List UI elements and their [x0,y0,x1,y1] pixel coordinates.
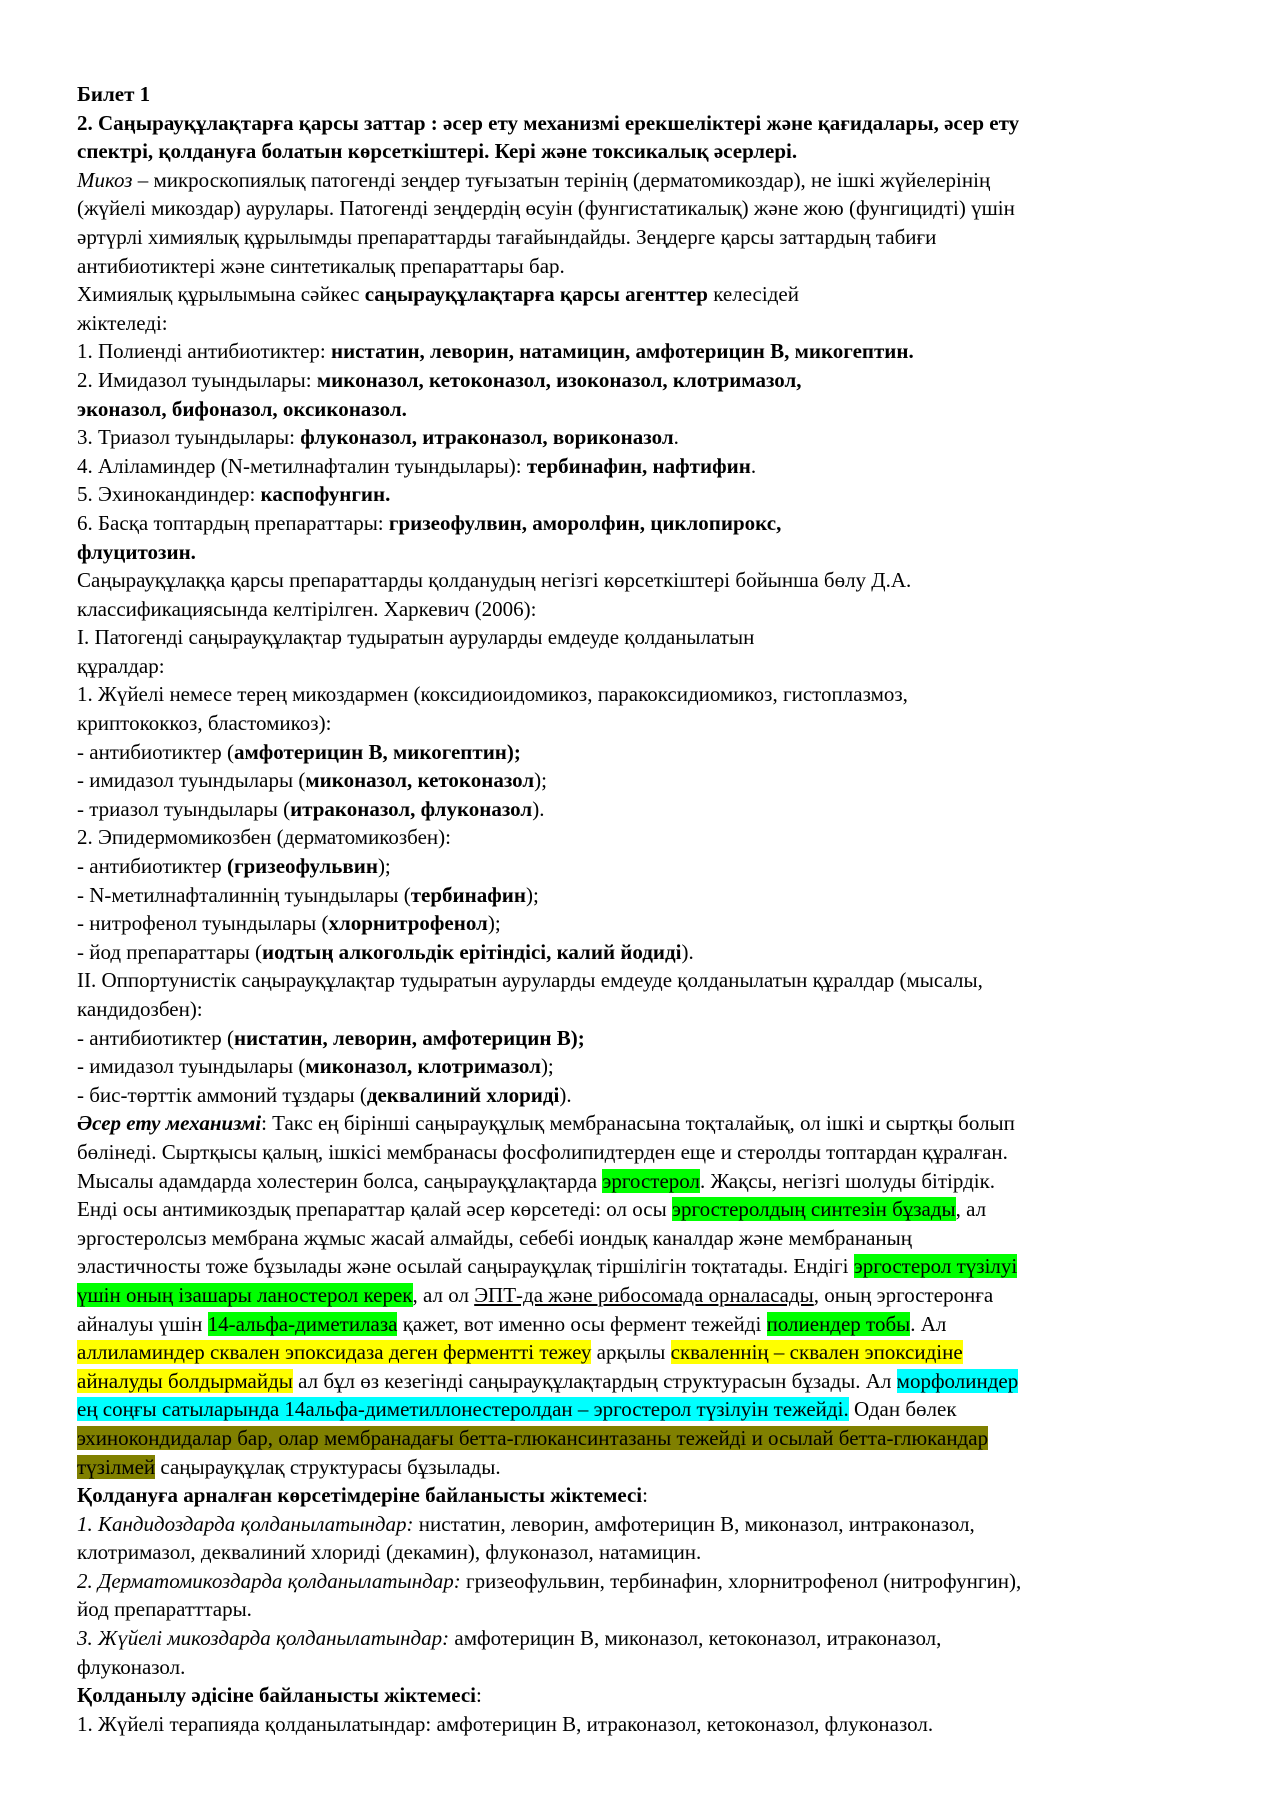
text-run: - бис-төрттік аммоний тұздары ( [77,1082,367,1107]
text-run: Химиялық құрылымына сәйкес [77,282,365,307]
text-run: , оның эргостеронға [813,1282,994,1307]
text-line [77,595,1212,624]
text-run: - антибиотиктер ( [77,1025,234,1050]
text-line [77,1453,1212,1482]
text-run: хлорнитрофенол [328,911,488,936]
text-line [77,1252,1212,1281]
text-run: ). [532,796,545,821]
text-line [77,1710,1212,1739]
text-run: ); [534,768,547,793]
text-run: - йод препараттары ( [77,939,262,964]
text-run: каспофунгин. [260,482,391,507]
text-run: 2. Имидазол туындылары: [77,367,317,392]
text-run: криптококкоз, бластомикоз): [77,711,332,736]
text-line [77,80,1212,109]
text-run: скваленнің – сквален эпоксидіне [670,1340,963,1365]
text-run: : [475,1683,482,1708]
text-run: 2. Саңырауқұлақтарға қарсы заттар : әсер ету механизмі ерекшеліктері және қағидалары, әсер ету [77,110,1020,135]
text-run: , ал ол [412,1282,475,1307]
text-run: . [673,425,679,450]
text-run: 14-альфа-диметилаза [207,1311,398,1336]
text-run: - триазол туындылары ( [77,796,291,821]
text-run: нистатин, леворин, натамицин, амфотерицин В, микогептин. [330,339,914,364]
text-run: - антибиотиктер [77,854,227,879]
text-run: түзілмей [77,1454,156,1479]
text-run: үшін оның ізашары ланостерол керек [77,1282,413,1307]
text-line [77,823,1212,852]
text-run: Билет 1 [77,82,151,106]
text-line [77,709,1212,738]
text-run: 4. Аліламиндер (N-метилнафталин туындылары): [77,453,527,478]
text-run: айналуы үшін [77,1311,208,1336]
text-run: кандидозбен): [77,997,203,1021]
text-line [77,881,1212,910]
text-line [77,766,1212,795]
text-run: саңырауқұлақтарға қарсы агенттер [364,282,708,307]
text-line [77,1624,1212,1653]
text-run: эргостеролсыз мембрана жұмыс жасай алмайды, себебі иондық каналдар және мембрананың [77,1225,913,1250]
text-run: ). [559,1082,572,1107]
text-run: қажет, вот именно осы фермент тежейді [397,1311,767,1336]
text-line [77,1167,1212,1196]
text-line [77,795,1212,824]
text-run: эластичносты тоже бұзылады және осылай саңырауқұлақ тіршілігін тоқтатады. Ендігі [77,1254,854,1279]
text-line [77,166,1212,195]
text-line [77,1681,1212,1710]
text-run: жіктеледі: [77,310,168,335]
text-line [77,1024,1212,1053]
text-run: 6. Басқа топтардың препараттары: [77,510,389,535]
text-line [77,1224,1212,1253]
text-line [77,1424,1212,1453]
text-run: эргостерол түзілуі [853,1254,1018,1279]
text-run: ең соңғы сатыларында 14альфа-диметиллонестеролдан – эргостерол түзілуін тежейді. [77,1397,849,1422]
text-run: антибиотиктері және синтетикалық препараттары бар. [77,253,565,278]
text-run: деквалиний хлориді [366,1082,560,1107]
text-run: эргостеролдың синтезін бұзады [671,1197,956,1222]
text-run: полиендер тобы [766,1311,911,1336]
text-run: гризеофулвин, аморолфин, циклопирокс, [388,510,782,535]
text-line [77,1367,1212,1396]
text-run: тербинафин, нафтифин [526,453,751,478]
text-run: бөлінеді. Сыртқысы қалың, ішкісі мембранасы фосфолипидтерден еще и стеролды топтардан құралған. [77,1139,1008,1164]
text-run: - антибиотиктер ( [77,739,234,764]
text-run: саңырауқұлақ структурасы бұзылады. [155,1454,501,1479]
text-run: ЭПТ-да және рибосомада орналасады [474,1282,814,1307]
text-line [77,738,1212,767]
text-line [77,1481,1212,1510]
text-line [77,995,1212,1024]
text-run: II. Оппортунистік саңырауқұлақтар тудыратын ауруларды емдеуде қолданылатын құралдар (мысалы, [77,968,983,993]
text-run: эргостерол [602,1168,700,1193]
text-run: флуцитозин. [77,539,196,564]
text-line [77,1138,1212,1167]
text-run: келесідей [707,282,799,307]
text-line [77,509,1212,538]
text-run: әртүрлі химиялық құрылымды препараттарды тағайындайды. Зеңдерге қарсы заттардың табиғи [77,224,937,249]
text-line [77,1538,1212,1567]
text-line [77,680,1212,709]
text-run: айналуды болдырмайды [77,1368,293,1393]
text-run: нистатин, леворин, амфотерицин В); [233,1025,585,1050]
text-run: - нитрофенол туындылары ( [77,911,329,936]
text-run: 3. Жүйелі микоздарда қолданылатындар: [77,1626,450,1651]
text-run: . Ал [910,1311,947,1336]
text-run: эконазол, бифоназол, оксиконазол. [77,396,407,421]
document-page [77,80,1212,1738]
text-run: (жүйелі микоздар) аурулары. Патогенді зеңдердің өсуін (фунгистатикалық) және жою (фунгицидті) үшін [77,196,1015,221]
text-run: гризеофульвин, тербинафин, хлорнитрофенол (нитрофунгин), [460,1568,1022,1593]
text-run: - имидазол туындылары ( [77,1054,306,1079]
text-run: ); [525,882,539,907]
text-run: . [750,453,757,478]
text-line [77,280,1212,309]
text-run: 1. Полиенді антибиотиктер: [77,339,331,364]
text-run: ); [377,854,391,879]
text-line [77,852,1212,881]
text-run: 5. Эхинокандиндер: [77,482,261,507]
text-run: Әсер ету механизмі [77,1111,262,1136]
text-run: йод препаратттары. [77,1597,252,1622]
text-run: (гризеофульвин [226,854,378,879]
text-line [77,1567,1212,1596]
text-line [77,1510,1212,1539]
text-line [77,1310,1212,1339]
text-line [77,452,1212,481]
text-run: амфотерицин В, микогептин); [233,739,521,764]
text-line [77,137,1212,166]
text-run: тербинафин [410,882,526,907]
text-run: 1. Кандидоздарда қолданылатындар: [77,1511,414,1536]
text-run: Микоз [77,167,133,192]
text-line [77,538,1212,567]
text-run: арқылы [591,1340,671,1365]
text-line [77,1338,1212,1367]
text-line [77,1052,1212,1081]
text-line [77,1281,1212,1310]
text-run: Саңырауқұлаққа қарсы препараттарды қолданудың негізгі көрсеткіштері бойынша бөлу Д.А. [77,568,912,593]
text-run: эхинокондидалар бар, олар мембранадағы бетта-глюкансинтазаны тежейді и осылай бетта-глюкандар [77,1425,989,1450]
text-run: . Жақсы, негізгі шолуды бітірдік. [699,1168,996,1193]
text-run: ал бұл өз кезегінді саңырауқұлақтардың структурасын бұзады. Ал [292,1368,897,1393]
text-line [77,480,1212,509]
text-run: : [642,1483,648,1508]
text-run: Қолдануға арналған көрсетімдеріне байланысты жіктемесі [77,1483,643,1508]
text-line [77,423,1212,452]
text-line [77,1395,1212,1424]
text-line [77,1081,1212,1110]
text-line [77,966,1212,995]
text-run: , ал [955,1197,987,1222]
text-line [77,623,1212,652]
text-run: 3. Триазол туындылары: [77,425,301,450]
text-run: - имидазол туындылары ( [77,768,306,793]
text-line [77,194,1212,223]
text-run: 2. Эпидермомикозбен (дерматомикозбен): [77,825,451,850]
text-run: миконазол, кетоконазол, изоконазол, клотримазол, [316,367,802,392]
text-run: 1. Жүйелі немесе терең микоздармен (коксидиоидомикоз, паракоксидиомикоз, гистоплазмоз, [77,682,908,707]
text-run: Одан бөлек [848,1397,957,1422]
text-run: флуконазол. [77,1654,186,1679]
text-run: 1. Жүйелі терапияда қолданылатындар: амфотерицин В, итраконазол, кетоконазол, флуконазол. [77,1711,934,1736]
text-line [77,652,1212,681]
text-line [77,309,1212,338]
text-run: құралдар: [77,653,165,678]
text-run: I. Патогенді саңырауқұлақтар тудыратын ауруларды емдеуде қолданылатын [77,625,755,650]
text-run: 2. Дерматомикоздарда қолданылатындар: [77,1568,461,1593]
text-run: морфолиндер [896,1368,1019,1393]
text-run: ); [540,1054,554,1079]
text-run: нистатин, леворин, амфотерицин В, миконазол, интраконазол, [413,1511,975,1536]
text-run: ); [487,911,501,936]
text-run: аллиламиндер сквален эпоксидаза деген ферментті тежеу [77,1340,592,1365]
text-run: - N-метилнафталиннің туындылары ( [77,882,411,907]
text-line [77,337,1212,366]
text-run: миконазол, клотримазол [305,1054,541,1079]
text-line [77,938,1212,967]
text-run: клотримазол, деквалиний хлориді (декамин), флуконазол, натамицин. [77,1540,702,1565]
text-line [77,252,1212,281]
text-run: Енді осы антимикоздық препараттар қалай әсер көрсетеді: ол осы [77,1197,672,1222]
text-run: миконазол, кетоконазол [305,768,535,793]
text-run: итраконазол, флуконазол [290,796,533,821]
text-run: ). [681,939,694,964]
text-line [77,1653,1212,1682]
text-run: Мысалы адамдарда холестерин болса, саңырауқұлақтарда [77,1168,603,1193]
text-line [77,1595,1212,1624]
text-line [77,109,1212,138]
text-line [77,1195,1212,1224]
text-run: – микроскопиялық патогенді зеңдер туғызатын терінің (дерматомикоздар), не ішкі жүйелерінің [132,167,991,192]
text-line [77,366,1212,395]
text-run: классификациясында келтірілген. Харкевич (2006): [77,596,537,621]
text-line [77,223,1212,252]
text-run: флуконазол, итраконазол, вориконазол [300,425,674,450]
text-run: Қолданылу әдісіне байланысты жіктемесі [77,1683,476,1708]
text-run: амфотерицин В, миконазол, кетоконазол, итраконазол, [449,1626,942,1651]
text-line [77,395,1212,424]
text-line [77,566,1212,595]
text-line [77,909,1212,938]
text-run: иодтың алкогольдік ерітіндісі, калий йодиді [262,939,682,964]
text-run: спектрі, қолдануға болатын көрсеткіштері. Кері және токсикалық әсерлері. [77,139,798,164]
text-run: : Такс ең бірінші саңырауқұлық мембранасына тоқталайық, ол ішкі и сыртқы болып [261,1111,1015,1136]
text-line [77,1109,1212,1138]
